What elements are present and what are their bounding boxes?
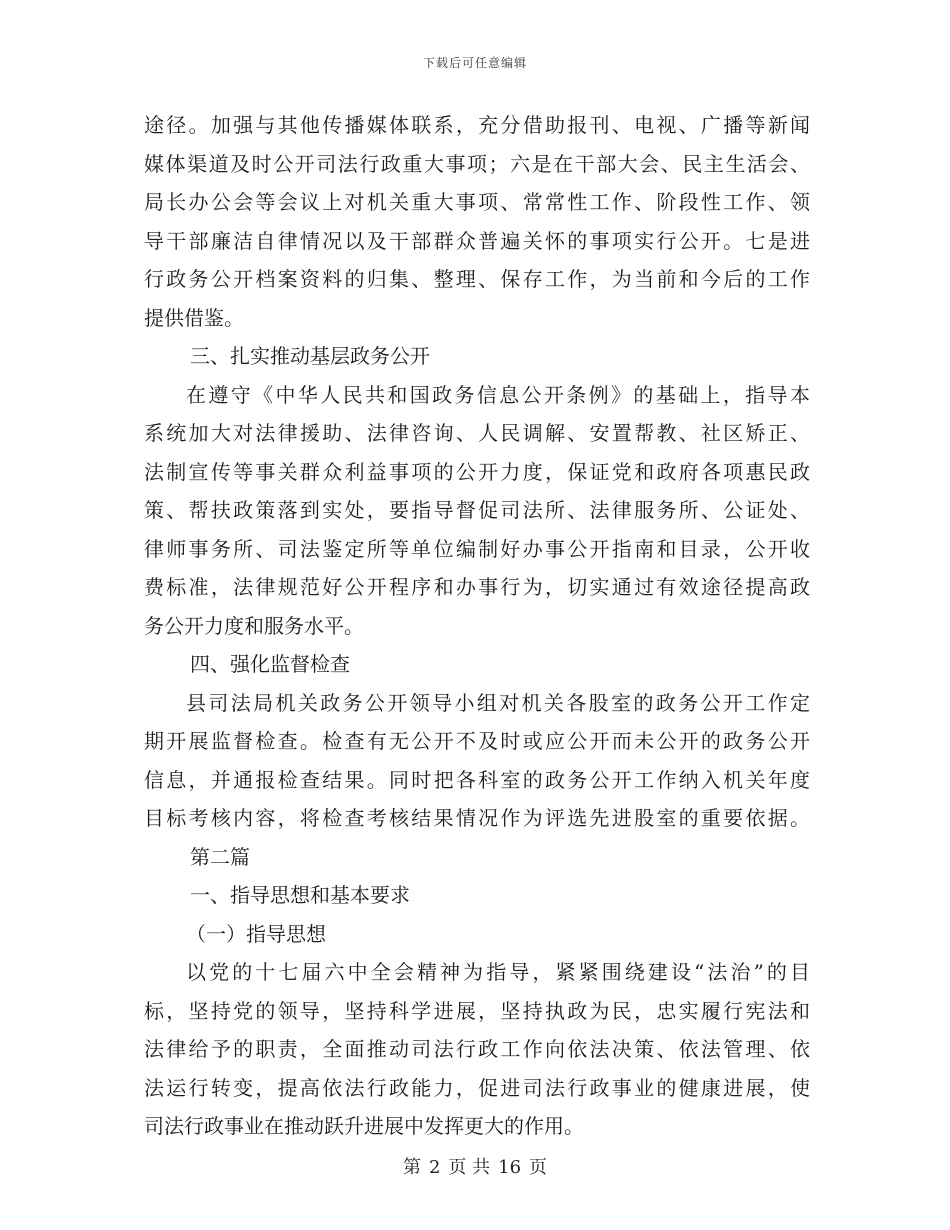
body-line: 法律给予的职责，全面推动司法行政工作向依法决策、依法管理、依 — [144, 1037, 810, 1061]
body-line: 标，坚持党的领导，坚持科学进展，坚持执政为民，忠实履行宪法和 — [144, 998, 810, 1023]
body-line: 提供借鉴。 — [144, 305, 244, 330]
body-line: 途径。加强与其他传播媒体联系，充分借助报刊、电视、广播等新闻 — [144, 113, 810, 137]
page-header: 下载后可任意编辑 — [422, 56, 527, 70]
body-line: 法制宣传等事关群众利益事项的公开力度，保证党和政府各项惠民政 — [144, 459, 810, 484]
section-heading: 三、扎实推动基层政务公开 — [190, 344, 430, 368]
body-line: 县司法局机关政务公开领导小组对机关各股室的政务公开工作定 — [186, 690, 810, 715]
body-line: 行政务公开档案资料的归集、整理、保存工作，为当前和今后的工作 — [144, 267, 810, 291]
footer-middle: 页 共 — [448, 1157, 491, 1178]
body-line: 费标准，法律规范好公开程序和办事行为，切实通过有效途径提高政 — [144, 575, 810, 599]
document-body — [144, 106, 810, 1146]
body-line: 系统加大对法律援助、法律咨询、人民调解、安置帮教、社区矫正、 — [144, 421, 810, 445]
section-heading: 第二篇 — [190, 844, 250, 869]
page-total: 16 — [498, 1157, 522, 1178]
body-line: 策、帮扶政策落到实处，要指导督促司法所、法律服务所、公证处、 — [144, 498, 810, 522]
body-line: 信息，并通报检查结果。同时把各科室的政务公开工作纳入机关年度 — [144, 767, 810, 792]
body-line: 司法行政事业在推动跃升进展中发挥更大的作用。 — [144, 1114, 584, 1138]
body-line: 以党的十七届六中全会精神为指导，紧紧围绕建设“法治”的目 — [186, 960, 810, 984]
body-line: 律师事务所、司法鉴定所等单位编制好办事公开指南和目录，公开收 — [144, 536, 810, 561]
footer-prefix: 第 — [402, 1157, 421, 1178]
footer-suffix: 页 — [529, 1157, 548, 1178]
body-line: 局长办公会等会议上对机关重大事项、常常性工作、阶段性工作、领 — [144, 190, 810, 214]
body-line: 期开展监督检查。检查有无公开不及时或应公开而未公开的政务公开 — [144, 729, 810, 753]
page-footer — [0, 1153, 950, 1179]
body-line: 导干部廉洁自律情况以及干部群众普遍关怀的事项实行公开。七是进 — [144, 228, 810, 253]
section-heading: 四、强化监督检查 — [190, 652, 350, 676]
page-number: 2 — [428, 1157, 441, 1178]
subsection-heading: （一）指导思想 — [186, 921, 326, 946]
body-line: 媒体渠道及时公开司法行政重大事项；六是在干部大会、民主生活会、 — [144, 151, 810, 176]
body-line: 务公开力度和服务水平。 — [144, 613, 364, 638]
body-line: 在遵守《中华人民共和国政务信息公开条例》的基础上，指导本 — [186, 382, 810, 407]
section-heading: 一、指导思想和基本要求 — [190, 883, 410, 907]
body-line: 法运行转变，提高依法行政能力，促进司法行政事业的健康进展，使 — [144, 1075, 810, 1100]
body-line: 目标考核内容，将检查考核结果情况作为评选先进股室的重要依据。 — [144, 806, 810, 830]
